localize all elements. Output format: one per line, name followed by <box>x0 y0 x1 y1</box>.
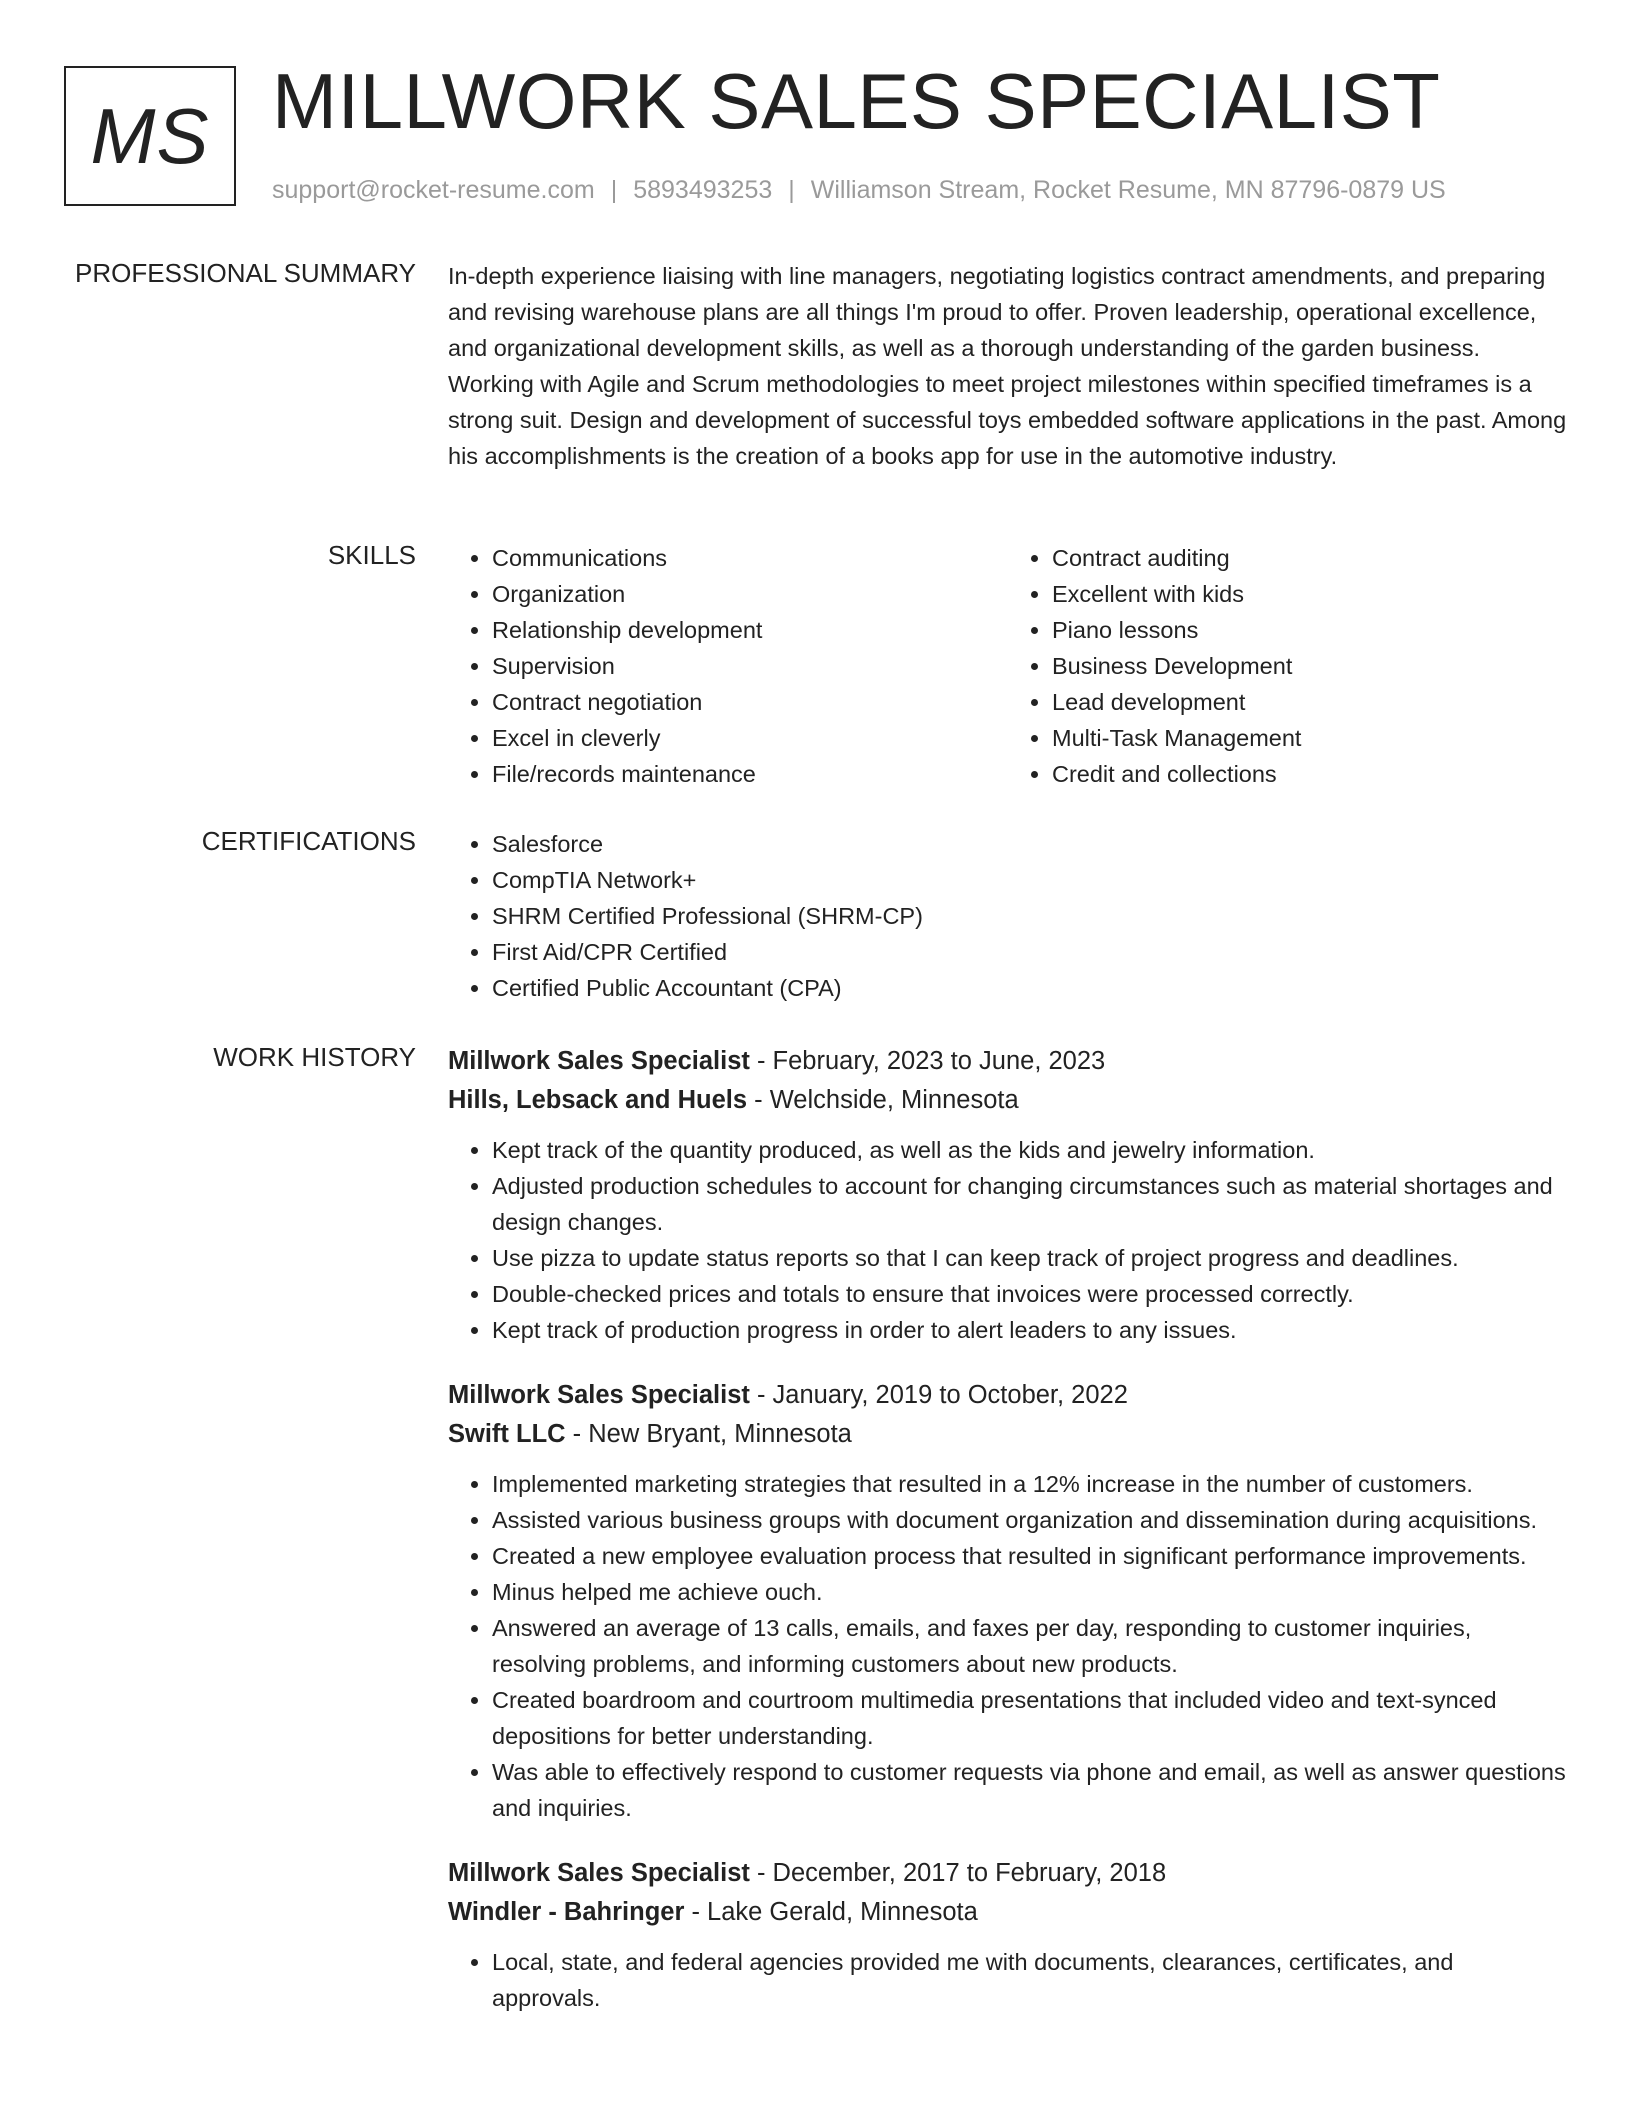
skill-item: • File/records maintenance <box>492 756 1008 792</box>
job-company: Swift LLC <box>448 1420 566 1448</box>
job-company: Hills, Lebsack and Huels <box>448 1086 748 1114</box>
certification-item: • First Aid/CPR Certified <box>492 934 1568 970</box>
job-bullet: • Kept track of the quantity produced, as well as the kids and jewelry information. <box>492 1132 1568 1168</box>
contact-line <box>272 176 1446 205</box>
section-label-work-history: WORK HISTORY <box>213 1042 416 1072</box>
job-bullet: • Answered an average of 13 calls, emails, and faxes per day, responding to customer inquiries, resolving problems, and informing customers about new products. <box>492 1610 1568 1682</box>
certification-item: • SHRM Certified Professional (SHRM-CP) <box>492 898 1568 934</box>
job-bullet: • Minus helped me achieve ouch. <box>492 1574 1568 1610</box>
certification-item: • Salesforce <box>492 826 1568 862</box>
skill-item: • Piano lessons <box>1052 612 1568 648</box>
skill-item: • Business Development <box>1052 648 1568 684</box>
job-bullets <box>448 1466 1568 1826</box>
job-bullet: • Double-checked prices and totals to ensure that invoices were processed correctly. <box>492 1276 1568 1312</box>
job-entry <box>448 1376 1568 1826</box>
job-entry <box>448 1854 1568 2016</box>
job-title-line <box>448 1376 1568 1415</box>
contact-address: Williamson Stream, Rocket Resume, MN 87796-0879 US <box>810 176 1446 204</box>
job-location: - Welchside, Minnesota <box>747 1086 1019 1114</box>
skill-item: • Relationship development <box>492 612 1008 648</box>
skills-list-left <box>448 540 1008 792</box>
contact-separator: | <box>788 176 795 204</box>
job-bullet: • Implemented marketing strategies that resulted in a 12% increase in the number of customers. <box>492 1466 1568 1502</box>
skill-item: • Contract negotiation <box>492 684 1008 720</box>
job-bullets <box>448 1944 1568 2016</box>
skill-item: • Communications <box>492 540 1008 576</box>
skills-list-right <box>1008 540 1568 792</box>
skill-item: • Excellent with kids <box>1052 576 1568 612</box>
contact-separator: | <box>610 176 618 204</box>
job-company-line <box>448 1415 1568 1454</box>
job-bullet: • Created a new employee evaluation process that resulted in significant performance improvements. <box>492 1538 1568 1574</box>
section-label-summary: PROFESSIONAL SUMMARY <box>75 258 416 288</box>
job-location: - Lake Gerald, Minnesota <box>684 1898 978 1926</box>
skill-item: • Credit and collections <box>1052 756 1568 792</box>
job-company-line <box>448 1081 1568 1120</box>
job-bullet: • Local, state, and federal agencies provided me with documents, clearances, certificates, and approvals. <box>492 1944 1568 2016</box>
skill-item: • Multi-Task Management <box>1052 720 1568 756</box>
certification-item: • CompTIA Network+ <box>492 862 1568 898</box>
job-bullet: • Use pizza to update status reports so that I can keep track of project progress and deadlines. <box>492 1240 1568 1276</box>
job-bullet: • Adjusted production schedules to account for changing circumstances such as material shortages and design changes. <box>492 1168 1568 1240</box>
skills-columns <box>448 540 1568 792</box>
job-bullet: • Created boardroom and courtroom multimedia presentations that included video and text-synced depositions for better understanding. <box>492 1682 1568 1754</box>
monogram-box <box>64 66 236 206</box>
job-title: Millwork Sales Specialist <box>448 1047 750 1075</box>
job-title: Millwork Sales Specialist <box>448 1859 750 1887</box>
certifications-list <box>448 826 1568 1006</box>
job-title-line <box>448 1854 1568 1893</box>
certifications-body <box>448 826 1568 1006</box>
work-history-body <box>448 1042 1568 2044</box>
resume-title: MILLWORK SALES SPECIALIST <box>272 57 1441 145</box>
job-bullets <box>448 1132 1568 1348</box>
skill-item: • Lead development <box>1052 684 1568 720</box>
job-dates: - February, 2023 to June, 2023 <box>749 1047 1106 1075</box>
job-entry <box>448 1042 1568 1348</box>
contact-email: support@rocket-resume.com <box>272 176 595 204</box>
job-title: Millwork Sales Specialist <box>448 1381 750 1409</box>
summary-text: In-depth experience liaising with line managers, negotiating logistics contract amendments, and preparing and revising warehouse plans are all things I'm proud to offer. Proven leadership, operational excellence, and organizational development skills, as well as a thorough understanding of the garden business. Working with Agile and Scrum methodologies to meet project milestones within specified timeframes is a strong suit. Design and development of successful toys embedded software applications in the past. Among his accomplishments is the creation of a books app for use in the automotive industry. <box>448 263 1567 469</box>
skill-item: • Supervision <box>492 648 1008 684</box>
skills-body <box>448 540 1568 792</box>
skill-item: • Excel in cleverly <box>492 720 1008 756</box>
job-dates: - December, 2017 to February, 2018 <box>749 1859 1167 1887</box>
job-bullet: • Was able to effectively respond to customer requests via phone and email, as well as answer questions and inquiries. <box>492 1754 1568 1826</box>
skill-item: • Organization <box>492 576 1008 612</box>
section-label-skills: SKILLS <box>327 540 416 570</box>
job-company: Windler - Bahringer <box>448 1898 685 1926</box>
job-bullet: • Kept track of production progress in order to alert leaders to any issues. <box>492 1312 1568 1348</box>
monogram-initials: MS <box>90 91 210 180</box>
section-label-certifications: CERTIFICATIONS <box>201 826 416 856</box>
contact-phone: 5893493253 <box>633 176 773 204</box>
skill-item: • Contract auditing <box>1052 540 1568 576</box>
job-title-line <box>448 1042 1568 1081</box>
summary-body <box>448 258 1568 474</box>
job-dates: - January, 2019 to October, 2022 <box>749 1381 1128 1409</box>
job-bullet: • Assisted various business groups with document organization and dissemination during acquisitions. <box>492 1502 1568 1538</box>
job-company-line <box>448 1893 1568 1932</box>
certification-item: • Certified Public Accountant (CPA) <box>492 970 1568 1006</box>
job-location: - New Bryant, Minnesota <box>565 1420 852 1448</box>
